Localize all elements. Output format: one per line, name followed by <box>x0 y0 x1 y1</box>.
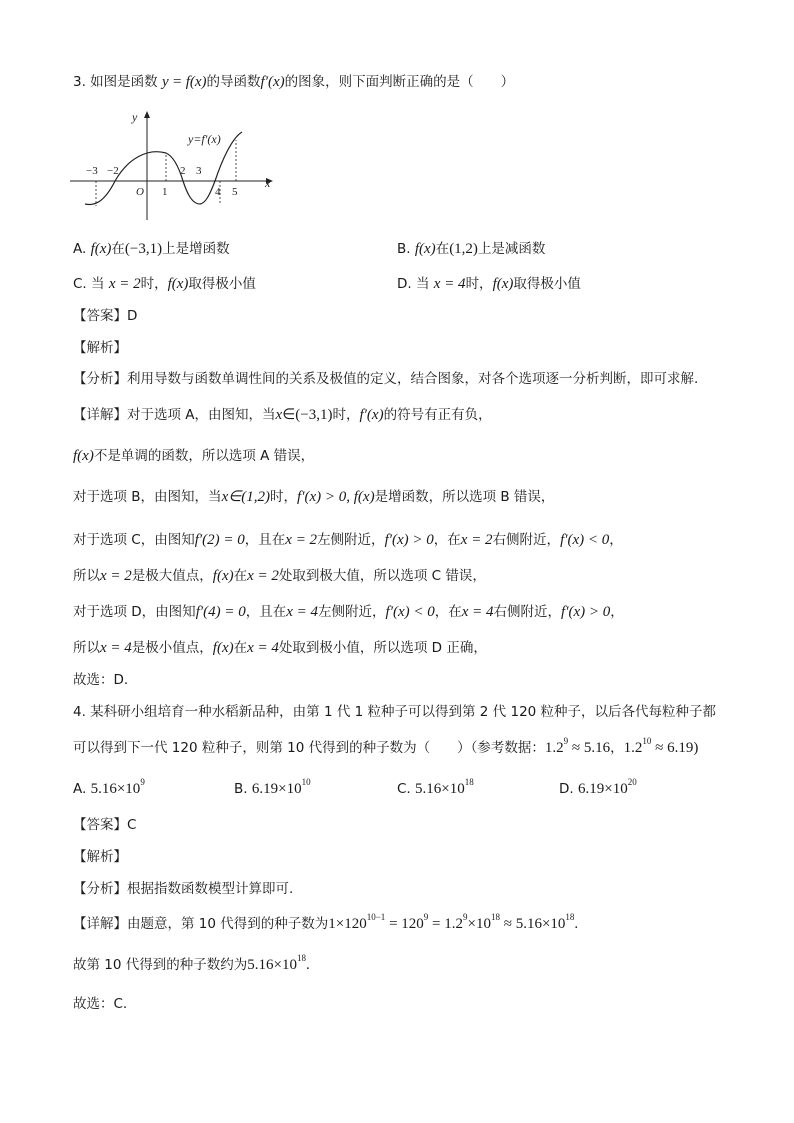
q3-d6-b: ，且在 <box>245 604 287 620</box>
q4-option-d-exp: 20 <box>627 777 637 787</box>
q3-stem-text-a: 3. 如图是函数 <box>73 74 158 90</box>
q4-d-e5-exp: 18 <box>565 912 575 922</box>
q3-d6-e2: f′(x) < 0 <box>385 604 435 620</box>
q3-option-c-tail: 取得极小值 <box>188 276 256 292</box>
q4-option-a-label: A. <box>73 781 87 797</box>
q3-answer: 【答案】D <box>73 308 138 324</box>
q4-option-c <box>397 779 474 799</box>
q4-d-e4-exp: 18 <box>490 912 500 922</box>
q3-detail-line1 <box>73 405 492 425</box>
q3-d4-d: ，在 <box>433 532 461 548</box>
q3-detail-line7 <box>73 638 487 658</box>
q3-d4-b: ，且在 <box>244 532 286 548</box>
q3-d4-c: 左侧附近， <box>317 532 385 548</box>
q3-d7-x2: x = 4 <box>247 640 279 656</box>
q3-d3-b: 时， <box>270 489 298 505</box>
q3-d7-a: 所以 <box>73 640 100 656</box>
q3-d3-a: 对于选项 B，由图知，当 <box>73 489 222 505</box>
q4-ref1-tail: ≈ 5.16 <box>568 740 611 756</box>
q4-stem-line2 <box>73 738 698 758</box>
q3-d6-a: 对于选项 D，由图知 <box>73 604 196 620</box>
q3-d7-fx: f(x) <box>212 640 234 656</box>
tick-3: 3 <box>196 165 202 177</box>
q3-d1-in: ∈ <box>282 407 296 423</box>
q3-d7-c: 在 <box>233 640 248 656</box>
q3-choose: 故选：D. <box>73 672 129 688</box>
q3-stem-y: y <box>161 74 169 90</box>
tick-1: 1 <box>162 186 168 198</box>
q4-ref1-base: 1.2 <box>544 740 564 756</box>
q4-choose: 故选：C. <box>73 996 128 1012</box>
q4-option-c-label: C. <box>397 781 411 797</box>
y-axis-label: y <box>132 110 138 124</box>
q3-option-d-tail: 取得极小值 <box>513 276 581 292</box>
q4-option-a-base: 5.16×10 <box>90 781 141 797</box>
q3-d4-a: 对于选项 C，由图知 <box>73 532 195 548</box>
q4-ref-sep: ， <box>610 740 624 756</box>
q3-option-b-mid: 在 <box>435 241 450 257</box>
q3-detail-line3 <box>73 487 554 507</box>
q4-conclude-base: 5.16×10 <box>247 957 297 973</box>
q3-d1-interval: (−3,1) <box>295 407 333 423</box>
q3-option-a-tail: 上是增函数 <box>162 241 230 257</box>
q4-d-e1-base: 1×120 <box>328 916 367 932</box>
q4-fenxi: 【分析】根据指数函数模型计算即可. <box>73 881 294 897</box>
q3-d6-e1: f′(4) = 0 <box>195 604 246 620</box>
q3-d5-x1: x = 2 <box>100 568 132 584</box>
q4-stem-line2-text: 可以得到下一代 120 粒种子，则第 10 代得到的种子数为（ ）（参考数据： <box>73 740 545 756</box>
q4-option-b <box>234 779 311 799</box>
q3-d2-fx: f(x) <box>73 448 94 464</box>
q3-d1-b: 时， <box>332 407 360 423</box>
q4-d-e3-exp: 9 <box>463 912 468 922</box>
q4-conclude-end: . <box>305 957 310 973</box>
q3-d5-d: 处取到极大值，所以选项 C 错误， <box>278 568 486 584</box>
q4-ref2 <box>623 736 699 756</box>
q3-d5-a: 所以 <box>73 568 100 584</box>
q4-ref1 <box>544 736 611 756</box>
q4-option-a-exp: 9 <box>140 777 145 787</box>
derivative-graph <box>70 108 280 223</box>
q3-d6-x2: x = 4 <box>461 604 494 620</box>
q4-option-c-base: 5.16×10 <box>415 781 465 797</box>
q4-option-d-label: D. <box>559 781 574 797</box>
q4-jiexi: 【解析】 <box>73 849 127 865</box>
q3-stem-fpx: f′(x) <box>260 74 285 90</box>
q4-ref1-exp: 9 <box>563 736 569 746</box>
q3-option-c <box>73 274 256 294</box>
q4-option-b-base: 6.19×10 <box>251 781 302 797</box>
q4-option-b-label: B. <box>234 781 248 797</box>
q3-option-c-label: C. 当 <box>73 276 105 292</box>
q4-ref2-base: 1.2 <box>623 740 643 756</box>
q4-detail-text: 【详解】由题意，第 10 代得到的种子数为 <box>73 916 329 932</box>
q3-option-b <box>397 239 545 259</box>
q3-d1-x: x <box>275 407 283 423</box>
y-axis-arrow <box>144 111 150 118</box>
q3-d1-c: 的符号有正有负， <box>383 407 492 423</box>
q3-option-d-cond: x = 4 <box>433 276 466 292</box>
q4-d-e2-exp: 9 <box>423 912 429 922</box>
q4-option-a <box>73 779 145 799</box>
q4-d-e4-base: ×10 <box>467 916 491 932</box>
q3-option-b-tail: 上是减函数 <box>477 241 546 257</box>
tick-minus3: −3 <box>86 165 98 177</box>
q3-d1-fp: f′(x) <box>359 407 384 423</box>
q3-d7-x1: x = 4 <box>100 640 132 656</box>
q4-option-b-exp: 10 <box>301 777 311 787</box>
q3-jiexi: 【解析】 <box>73 340 127 356</box>
q3-stem-fx: f(x) <box>185 74 207 90</box>
q3-d1-a: 【详解】对于选项 A，由图知，当 <box>73 407 276 423</box>
q3-stem-eq: = <box>172 74 182 90</box>
q3-d4-e: 右侧附近， <box>492 532 561 548</box>
q3-option-a <box>73 239 230 259</box>
q3-fenxi: 【分析】利用导数与函数单调性间的关系及极值的定义，结合图象，对各个选项逐一分析判断，即可求解. <box>73 371 699 387</box>
q3-option-a-fx: f(x) <box>90 241 112 257</box>
q3-option-d <box>397 274 581 294</box>
q4-option-c-exp: 18 <box>464 777 474 787</box>
q3-d6-e: 右侧附近， <box>493 604 562 620</box>
q3-d4-x2: x = 2 <box>460 532 493 548</box>
q3-d4-e2: f′(x) > 0 <box>384 532 434 548</box>
curve-label: y=f′(x) <box>188 132 221 146</box>
q3-d5-c: 在 <box>233 568 248 584</box>
q4-d-e2-base: = 120 <box>385 916 424 932</box>
q3-d6-d: ，在 <box>434 604 462 620</box>
q3-option-d-mid: 时， <box>465 276 493 292</box>
origin-label: O <box>136 186 144 198</box>
tick-2: 2 <box>180 165 186 177</box>
q3-option-a-label: A. <box>73 241 87 257</box>
q3-d6-c: 左侧附近， <box>318 604 386 620</box>
q3-d3-cond: x∈(1,2) <box>221 489 271 505</box>
q3-stem-text-b: 的导函数 <box>206 74 261 90</box>
x-axis-label: x <box>265 176 271 190</box>
q3-d6-x1: x = 4 <box>286 604 319 620</box>
q3-d4-f: ， <box>609 532 623 548</box>
q3-d4-e3: f′(x) < 0 <box>560 532 610 548</box>
q3-detail-line6 <box>73 602 624 622</box>
q4-ref2-exp: 10 <box>642 736 652 746</box>
q3-option-a-mid: 在 <box>111 241 125 257</box>
q4-option-d-base: 6.19×10 <box>577 781 628 797</box>
q3-stem-text-c: 的图象，则下面判断正确的是（ ） <box>284 74 515 90</box>
q4-detail-formula <box>328 912 579 932</box>
q4-d-end: . <box>574 916 579 932</box>
q4-detail <box>73 914 578 934</box>
q3-d4-x1: x = 2 <box>285 532 318 548</box>
q4-conclude <box>73 955 310 975</box>
q3-stem <box>73 72 514 92</box>
q3-d7-b: 是极小值点， <box>131 640 213 656</box>
q3-option-d-label: D. 当 <box>397 276 430 292</box>
q3-d4-e1: f′(2) = 0 <box>194 532 245 548</box>
q3-option-c-mid: 时， <box>140 276 168 292</box>
q3-option-d-fx: f(x) <box>492 276 514 292</box>
q4-option-d <box>559 779 637 799</box>
q3-option-b-interval: (1,2) <box>449 241 478 257</box>
q4-stem-line1: 4. 某科研小组培育一种水稻新品种，由第 1 代 1 粒种子可以得到第 2 代 120 粒种子，以后各代每粒种子都 <box>73 704 717 720</box>
q3-d5-x2: x = 2 <box>247 568 279 584</box>
q3-d3-fp: f′(x) > 0, f(x) <box>297 489 375 505</box>
q4-d-e5-base: ≈ 5.16×10 <box>499 916 566 932</box>
q3-d5-fx: f(x) <box>212 568 234 584</box>
q3-d5-b: 是极大值点， <box>131 568 213 584</box>
q4-d-e3-base: = 1.2 <box>428 916 463 932</box>
tick-4: 4 <box>215 186 221 198</box>
q3-option-c-fx: f(x) <box>167 276 189 292</box>
q4-conclude-exp: 18 <box>296 953 306 963</box>
q3-option-b-label: B. <box>397 241 411 257</box>
tick-minus2: −2 <box>107 165 119 177</box>
q4-conclude-text: 故第 10 代得到的种子数约为 <box>73 957 248 973</box>
q4-answer: 【答案】C <box>73 817 137 833</box>
q3-d7-d: 处取到极小值，所以选项 D 正确， <box>278 640 487 656</box>
q3-detail-line5 <box>73 566 486 586</box>
q3-d6-f: ， <box>610 604 624 620</box>
q4-ref2-tail: ≈ 6.19) <box>651 740 699 756</box>
q3-option-b-fx: f(x) <box>414 241 436 257</box>
q3-option-a-interval: (−3,1) <box>124 241 163 257</box>
q4-d-e1-exp: 10−1 <box>366 912 386 922</box>
tick-5: 5 <box>232 186 238 198</box>
q3-d6-e3: f′(x) > 0 <box>561 604 611 620</box>
q3-detail-line2 <box>73 446 314 466</box>
q3-detail-line4 <box>73 530 623 550</box>
q3-d3-c: 是增函数，所以选项 B 错误， <box>374 489 555 505</box>
q3-d2-a: 不是单调的函数，所以选项 A 错误， <box>93 448 315 464</box>
q3-option-c-cond: x = 2 <box>108 276 141 292</box>
